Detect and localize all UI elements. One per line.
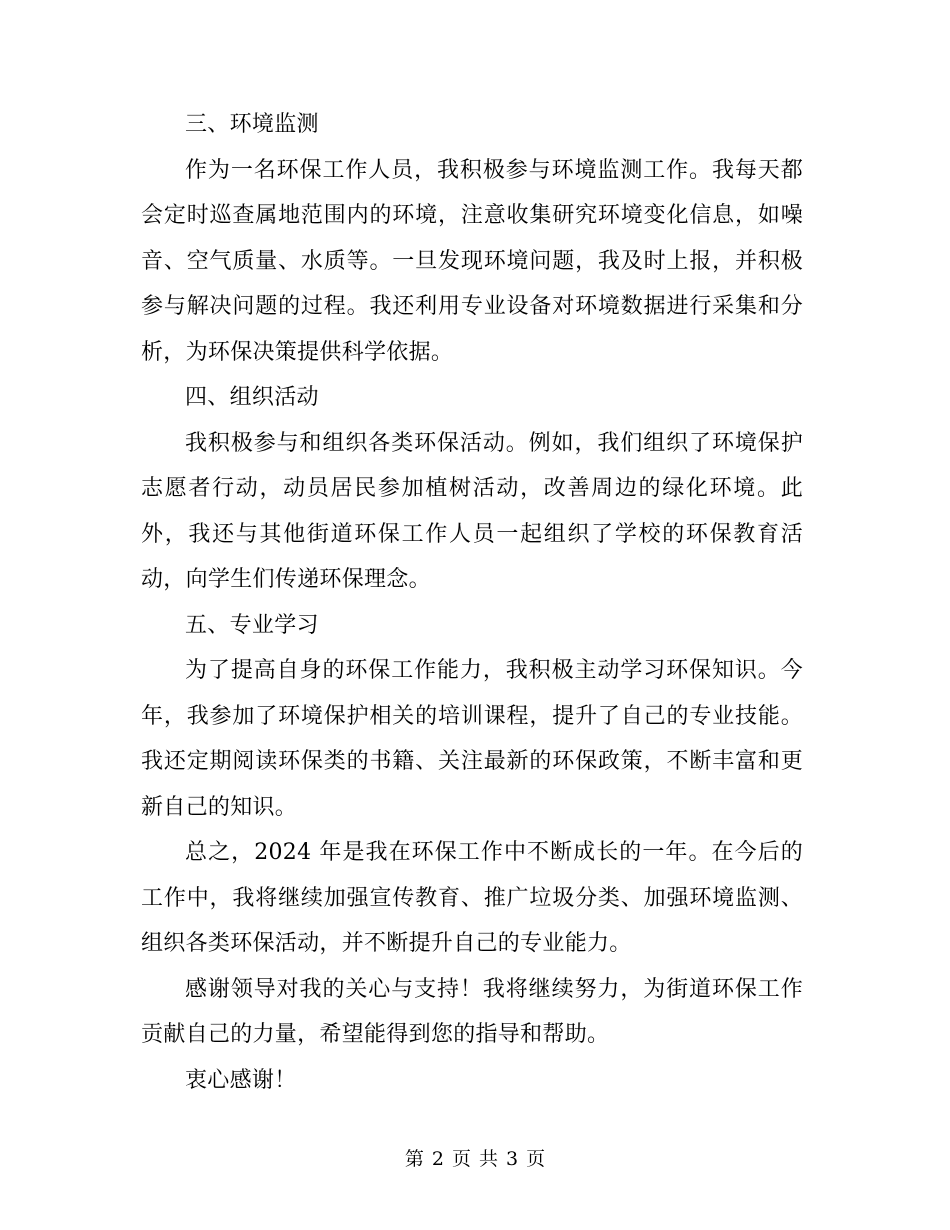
section-heading-organizing-activities: 四、组织活动 [185, 385, 319, 410]
section-paragraph: 为了提高自身的环保工作能力，我积极主动学习环保知识。今年，我参加了环境保护相关的培训课程，提升了自己的专业技能。我还定期阅读环保类的书籍、关注最新的环保政策，不断丰富和更新自己的知识。 [141, 658, 803, 820]
section-paragraph: 我积极参与和组织各类环保活动。例如，我们组织了环境保护志愿者行动，动员居民参加植树活动，改善周边的绿化环境。此外，我还与其他街道环保工作人员一起组织了学校的环保教育活动，向学生们传递环保理念。 [141, 430, 803, 592]
total-label: 共 [479, 1148, 499, 1170]
page-label-mid: 页 [451, 1148, 471, 1170]
current-page-number: 2 [431, 1148, 444, 1170]
total-pages-number: 3 [506, 1148, 519, 1170]
closing-line: 衷心感谢！ [185, 1067, 297, 1093]
section-paragraph: 作为一名环保工作人员，我积极参与环境监测工作。我每天都会定时巡查属地范围内的环境，注意收集研究环境变化信息，如噪音、空气质量、水质等。一旦发现环境问题，我及时上报，并积极参与解决问题的过程。我还利用专业设备对环境数据进行采集和分析，为环保决策提供科学依据。 [141, 157, 803, 365]
page-label-suffix: 页 [526, 1148, 546, 1170]
document-body [141, 102, 803, 1103]
thanks-paragraph: 感谢领导对我的关心与支持！我将继续努力，为街道环保工作贡献自己的力量，希望能得到您的指导和帮助。 [141, 976, 803, 1047]
summary-paragraph: 总之，2024 年是我在环保工作中不断成长的一年。在今后的工作中，我将继续加强宣传教育、推广垃圾分类、加强环境监测、组织各类环保活动，并不断提升自己的专业能力。 [141, 840, 803, 956]
page-label-prefix: 第 [404, 1148, 424, 1170]
page-number-footer [0, 1145, 950, 1173]
section-heading-environment-monitoring: 三、环境监测 [185, 112, 319, 137]
section-heading-professional-learning: 五、专业学习 [185, 612, 319, 638]
